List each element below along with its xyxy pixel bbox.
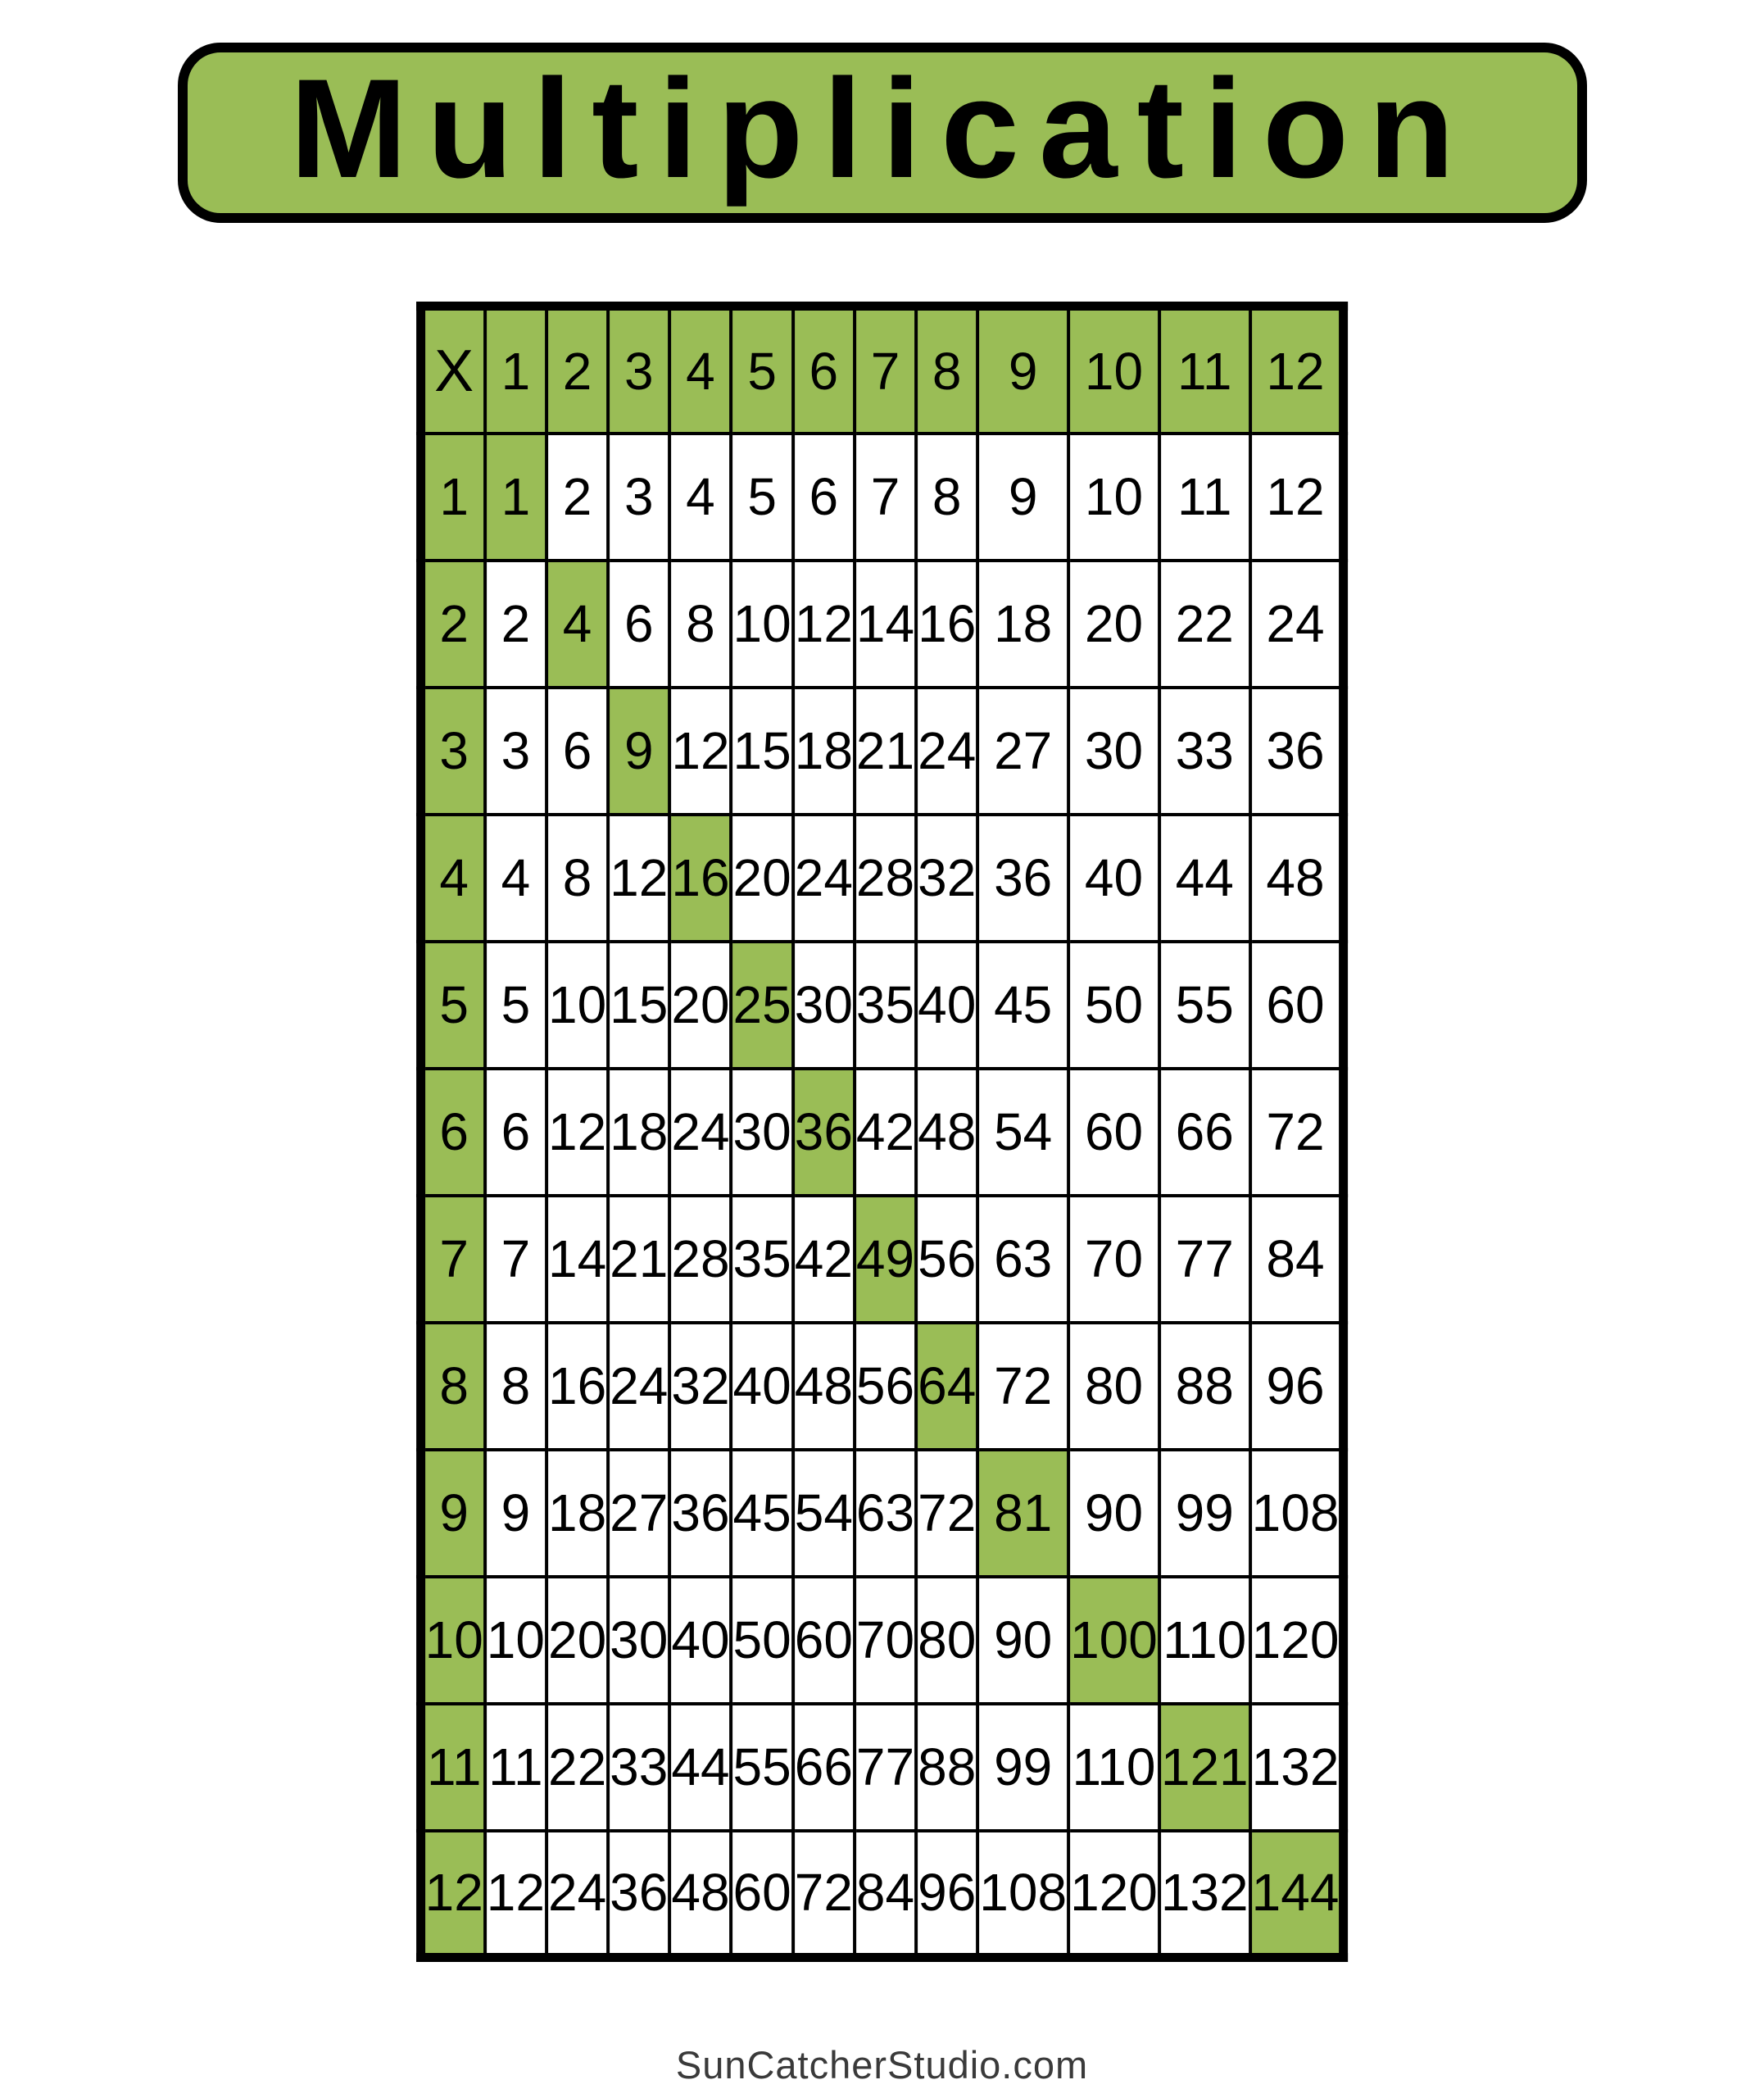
product-cell: 56 [916, 1196, 977, 1323]
row-header-cell: 9 [420, 1450, 485, 1577]
table-row [420, 815, 1344, 942]
table-row [420, 1450, 1344, 1577]
product-cell: 11 [485, 1704, 546, 1831]
table-row [420, 1577, 1344, 1704]
product-cell: 42 [793, 1196, 855, 1323]
product-cell: 18 [546, 1450, 608, 1577]
product-cell-square: 1 [485, 434, 546, 561]
column-header-cell: 10 [1068, 307, 1159, 434]
product-cell: 20 [732, 815, 793, 942]
product-cell: 18 [608, 1069, 669, 1196]
table-row [420, 1831, 1344, 1958]
product-cell: 8 [669, 561, 731, 688]
column-header-cell: 4 [669, 307, 731, 434]
product-cell: 96 [1250, 1323, 1344, 1450]
product-cell: 33 [608, 1704, 669, 1831]
product-cell: 16 [916, 561, 977, 688]
product-cell: 80 [916, 1577, 977, 1704]
column-header-cell: 12 [1250, 307, 1344, 434]
product-cell: 16 [546, 1323, 608, 1450]
product-cell: 5 [485, 942, 546, 1069]
product-cell: 72 [793, 1831, 855, 1958]
product-cell: 50 [732, 1577, 793, 1704]
product-cell: 15 [732, 688, 793, 815]
product-cell: 32 [669, 1323, 731, 1450]
product-cell: 66 [1159, 1069, 1250, 1196]
page-title: Multiplication [289, 50, 1475, 207]
product-cell: 45 [732, 1450, 793, 1577]
row-header-cell: 5 [420, 942, 485, 1069]
column-header-cell: 6 [793, 307, 855, 434]
table-row [420, 688, 1344, 815]
product-cell: 108 [977, 1831, 1068, 1958]
row-header-cell: 11 [420, 1704, 485, 1831]
product-cell: 14 [855, 561, 916, 688]
product-cell: 36 [608, 1831, 669, 1958]
product-cell: 7 [485, 1196, 546, 1323]
product-cell: 35 [732, 1196, 793, 1323]
product-cell: 18 [977, 561, 1068, 688]
product-cell: 40 [916, 942, 977, 1069]
column-header-cell: 1 [485, 307, 546, 434]
product-cell: 6 [793, 434, 855, 561]
table-row [420, 942, 1344, 1069]
product-cell: 55 [1159, 942, 1250, 1069]
product-cell: 4 [669, 434, 731, 561]
column-header-cell: 5 [732, 307, 793, 434]
product-cell: 54 [793, 1450, 855, 1577]
product-cell: 48 [916, 1069, 977, 1196]
product-cell-square: 36 [793, 1069, 855, 1196]
product-cell: 24 [608, 1323, 669, 1450]
product-cell: 27 [608, 1450, 669, 1577]
product-cell: 40 [669, 1577, 731, 1704]
product-cell: 4 [485, 815, 546, 942]
product-cell-square: 4 [546, 561, 608, 688]
product-cell: 22 [1159, 561, 1250, 688]
product-cell: 10 [732, 561, 793, 688]
product-cell: 20 [1068, 561, 1159, 688]
product-cell: 5 [732, 434, 793, 561]
product-cell: 60 [793, 1577, 855, 1704]
product-cell: 60 [732, 1831, 793, 1958]
product-cell: 30 [1068, 688, 1159, 815]
product-cell: 6 [608, 561, 669, 688]
table-row [420, 1323, 1344, 1450]
product-cell: 36 [977, 815, 1068, 942]
product-cell: 21 [855, 688, 916, 815]
product-cell: 12 [793, 561, 855, 688]
product-cell: 63 [977, 1196, 1068, 1323]
table-row [420, 1196, 1344, 1323]
product-cell: 27 [977, 688, 1068, 815]
product-cell: 60 [1250, 942, 1344, 1069]
product-cell: 77 [855, 1704, 916, 1831]
product-cell: 72 [1250, 1069, 1344, 1196]
product-cell: 36 [669, 1450, 731, 1577]
row-header-cell: 12 [420, 1831, 485, 1958]
product-cell: 40 [1068, 815, 1159, 942]
product-cell: 30 [732, 1069, 793, 1196]
footer [0, 2042, 1764, 2087]
product-cell: 108 [1250, 1450, 1344, 1577]
product-cell: 84 [855, 1831, 916, 1958]
product-cell: 45 [977, 942, 1068, 1069]
product-cell: 21 [608, 1196, 669, 1323]
product-cell: 80 [1068, 1323, 1159, 1450]
product-cell: 48 [1250, 815, 1344, 942]
product-cell: 24 [1250, 561, 1344, 688]
row-header-cell: 7 [420, 1196, 485, 1323]
product-cell: 10 [546, 942, 608, 1069]
product-cell-square: 144 [1250, 1831, 1344, 1958]
product-cell-square: 64 [916, 1323, 977, 1450]
product-cell: 2 [485, 561, 546, 688]
product-cell: 90 [977, 1577, 1068, 1704]
product-cell: 12 [669, 688, 731, 815]
product-cell: 20 [546, 1577, 608, 1704]
product-cell-square: 49 [855, 1196, 916, 1323]
column-header-cell: 3 [608, 307, 669, 434]
product-cell: 90 [1068, 1450, 1159, 1577]
product-cell: 132 [1159, 1831, 1250, 1958]
row-header-cell: 3 [420, 688, 485, 815]
table-row [420, 1704, 1344, 1831]
product-cell: 56 [855, 1323, 916, 1450]
product-cell: 3 [608, 434, 669, 561]
product-cell: 84 [1250, 1196, 1344, 1323]
header-row [420, 307, 1344, 434]
product-cell: 9 [485, 1450, 546, 1577]
column-header-cell: 7 [855, 307, 916, 434]
product-cell: 48 [669, 1831, 731, 1958]
product-cell: 77 [1159, 1196, 1250, 1323]
product-cell: 88 [916, 1704, 977, 1831]
product-cell-square: 9 [608, 688, 669, 815]
column-header-cell: 8 [916, 307, 977, 434]
product-cell: 88 [1159, 1323, 1250, 1450]
product-cell: 15 [608, 942, 669, 1069]
product-cell: 54 [977, 1069, 1068, 1196]
title-banner [178, 43, 1587, 223]
row-header-cell: 8 [420, 1323, 485, 1450]
product-cell: 30 [793, 942, 855, 1069]
table-row [420, 1069, 1344, 1196]
product-cell: 20 [669, 942, 731, 1069]
row-header-cell: 10 [420, 1577, 485, 1704]
column-header-cell: 9 [977, 307, 1068, 434]
product-cell: 24 [793, 815, 855, 942]
product-cell: 99 [977, 1704, 1068, 1831]
product-cell: 44 [1159, 815, 1250, 942]
product-cell: 66 [793, 1704, 855, 1831]
product-cell: 72 [977, 1323, 1068, 1450]
product-cell: 28 [855, 815, 916, 942]
footer-credit: SunCatcherStudio.com [675, 2043, 1089, 2087]
product-cell: 12 [546, 1069, 608, 1196]
product-cell-square: 100 [1068, 1577, 1159, 1704]
product-cell: 55 [732, 1704, 793, 1831]
product-cell: 99 [1159, 1450, 1250, 1577]
product-cell: 48 [793, 1323, 855, 1450]
product-cell: 24 [916, 688, 977, 815]
product-cell: 8 [546, 815, 608, 942]
product-cell: 12 [485, 1831, 546, 1958]
product-cell: 40 [732, 1323, 793, 1450]
product-cell: 24 [669, 1069, 731, 1196]
product-cell: 35 [855, 942, 916, 1069]
product-cell: 9 [977, 434, 1068, 561]
product-cell: 22 [546, 1704, 608, 1831]
row-header-cell: 2 [420, 561, 485, 688]
table-row [420, 434, 1344, 561]
product-cell: 32 [916, 815, 977, 942]
product-cell: 2 [546, 434, 608, 561]
multiplication-table-body [420, 307, 1344, 1958]
product-cell-square: 16 [669, 815, 731, 942]
product-cell: 18 [793, 688, 855, 815]
table-row [420, 561, 1344, 688]
product-cell: 120 [1068, 1831, 1159, 1958]
product-cell: 60 [1068, 1069, 1159, 1196]
product-cell: 96 [916, 1831, 977, 1958]
product-cell: 8 [485, 1323, 546, 1450]
product-cell: 12 [608, 815, 669, 942]
product-cell: 14 [546, 1196, 608, 1323]
product-cell: 63 [855, 1450, 916, 1577]
product-cell: 44 [669, 1704, 731, 1831]
product-cell: 120 [1250, 1577, 1344, 1704]
product-cell: 8 [916, 434, 977, 561]
row-header-cell: 4 [420, 815, 485, 942]
column-header-cell: 11 [1159, 307, 1250, 434]
product-cell: 42 [855, 1069, 916, 1196]
product-cell: 3 [485, 688, 546, 815]
product-cell: 72 [916, 1450, 977, 1577]
column-header-cell: 2 [546, 307, 608, 434]
row-header-cell: 6 [420, 1069, 485, 1196]
product-cell: 7 [855, 434, 916, 561]
product-cell: 11 [1159, 434, 1250, 561]
product-cell: 10 [485, 1577, 546, 1704]
product-cell-square: 81 [977, 1450, 1068, 1577]
product-cell: 28 [669, 1196, 731, 1323]
product-cell: 6 [546, 688, 608, 815]
product-cell: 110 [1068, 1704, 1159, 1831]
product-cell: 70 [1068, 1196, 1159, 1323]
product-cell: 12 [1250, 434, 1344, 561]
product-cell: 50 [1068, 942, 1159, 1069]
product-cell-square: 25 [732, 942, 793, 1069]
product-cell: 10 [1068, 434, 1159, 561]
product-cell: 24 [546, 1831, 608, 1958]
product-cell: 6 [485, 1069, 546, 1196]
corner-cell: X [420, 307, 485, 434]
multiplication-table [416, 302, 1349, 1962]
product-cell: 30 [608, 1577, 669, 1704]
product-cell: 36 [1250, 688, 1344, 815]
product-cell-square: 121 [1159, 1704, 1250, 1831]
row-header-cell: 1 [420, 434, 485, 561]
product-cell: 132 [1250, 1704, 1344, 1831]
product-cell: 110 [1159, 1577, 1250, 1704]
product-cell: 70 [855, 1577, 916, 1704]
product-cell: 33 [1159, 688, 1250, 815]
